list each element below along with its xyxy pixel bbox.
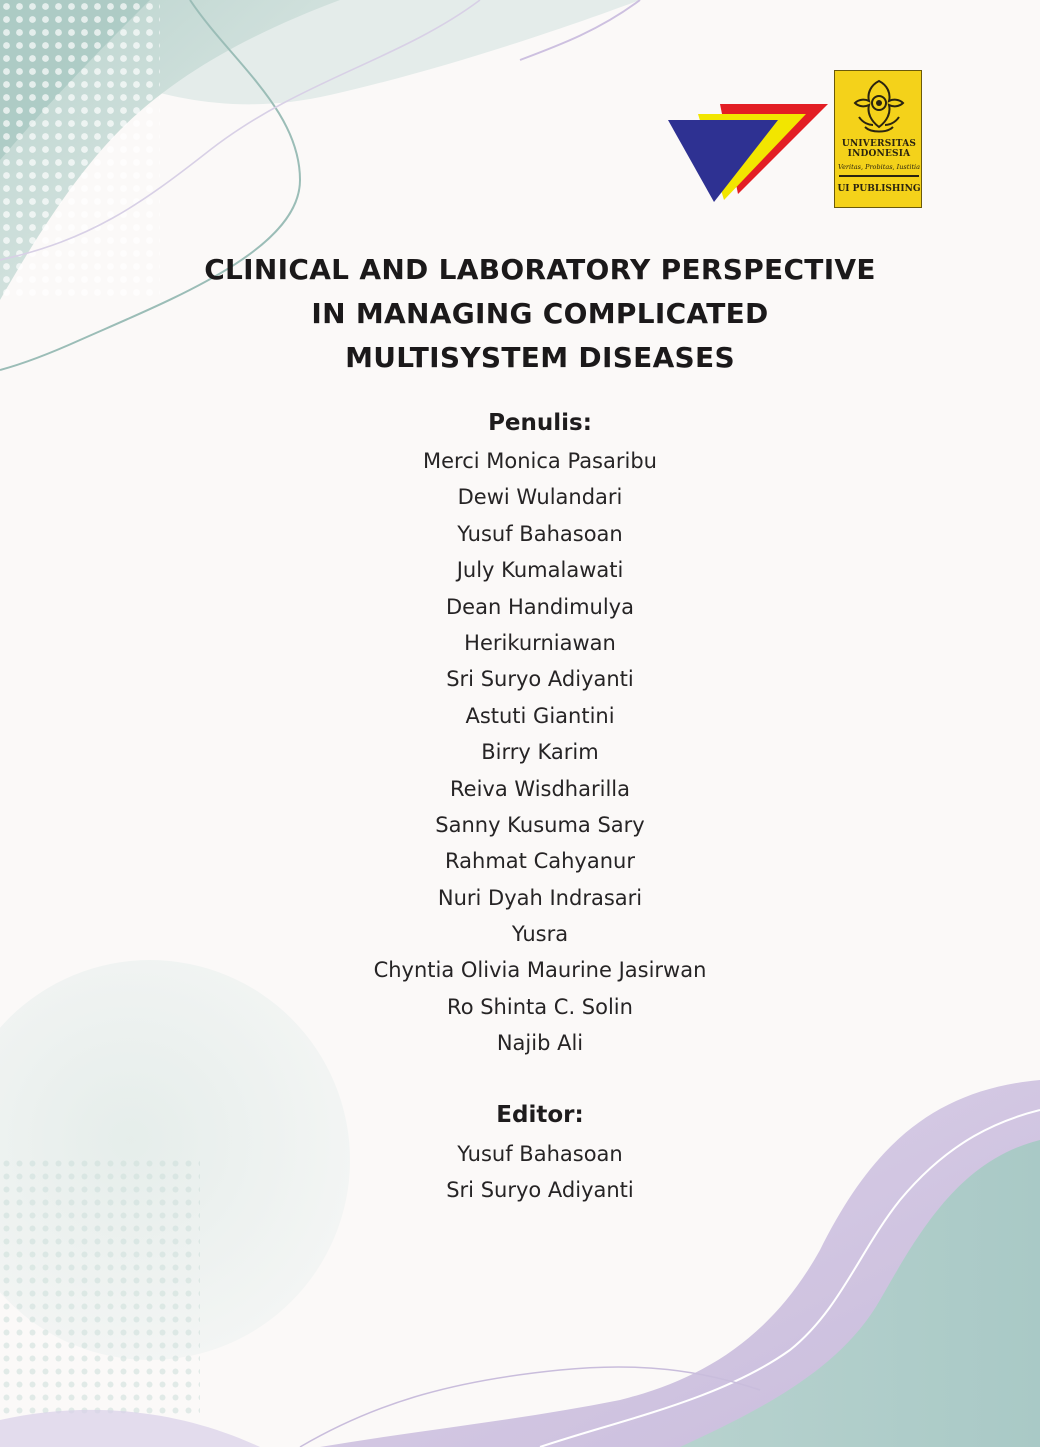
editor-name: Sri Suryo Adiyanti <box>446 1178 634 1203</box>
author-name: Nuri Dyah Indrasari <box>437 885 643 910</box>
author-name: Dean Handimulya <box>446 594 634 619</box>
book-title <box>90 248 990 380</box>
author-name: Astuti Giantini <box>465 703 615 728</box>
authors-heading: Penulis: <box>488 410 592 436</box>
authors-list <box>290 443 790 1062</box>
makara-emblem-icon <box>845 77 913 137</box>
author-name: Sri Suryo Adiyanti <box>446 667 634 692</box>
publisher-name-line2: INDONESIA <box>847 149 911 159</box>
author-name: Yusuf Bahasoan <box>457 521 623 546</box>
editor-name: Yusuf Bahasoan <box>457 1142 623 1166</box>
badge-divider <box>839 175 919 177</box>
author-name: Dewi Wulandari <box>457 485 623 510</box>
author-name: Merci Monica Pasaribu <box>423 449 657 473</box>
universitas-indonesia-badge <box>834 70 922 208</box>
publisher-motto: Veritas, Probitas, Iustitia <box>837 163 921 171</box>
triangles-logo-icon <box>668 98 830 202</box>
title-line: MULTISYSTEM DISEASES <box>345 341 735 374</box>
publisher-logos <box>668 70 924 210</box>
author-name: Herikurniawan <box>464 630 616 655</box>
author-name: Rahmat Cahyanur <box>445 849 635 874</box>
title-line: IN MANAGING COMPLICATED <box>311 297 769 330</box>
author-name: Chyntia Olivia Maurine Jasirwan <box>373 958 707 983</box>
editors-heading: Editor: <box>496 1102 584 1128</box>
title-line: CLINICAL AND LABORATORY PERSPECTIVE <box>204 253 876 286</box>
editors-list <box>290 1136 790 1209</box>
author-name: Yusra <box>511 922 569 947</box>
publisher-imprint: UI PUBLISHING <box>837 184 921 194</box>
publisher-name-line1: UNIVERSITAS <box>841 139 917 149</box>
author-name: Ro Shinta C. Solin <box>447 994 633 1019</box>
author-name: Birry Karim <box>481 740 599 765</box>
author-name: Sanny Kusuma Sary <box>435 812 645 837</box>
author-name: Najib Ali <box>496 1031 584 1056</box>
author-name: Reiva Wisdharilla <box>450 776 630 801</box>
author-name: July Kumalawati <box>456 558 624 583</box>
